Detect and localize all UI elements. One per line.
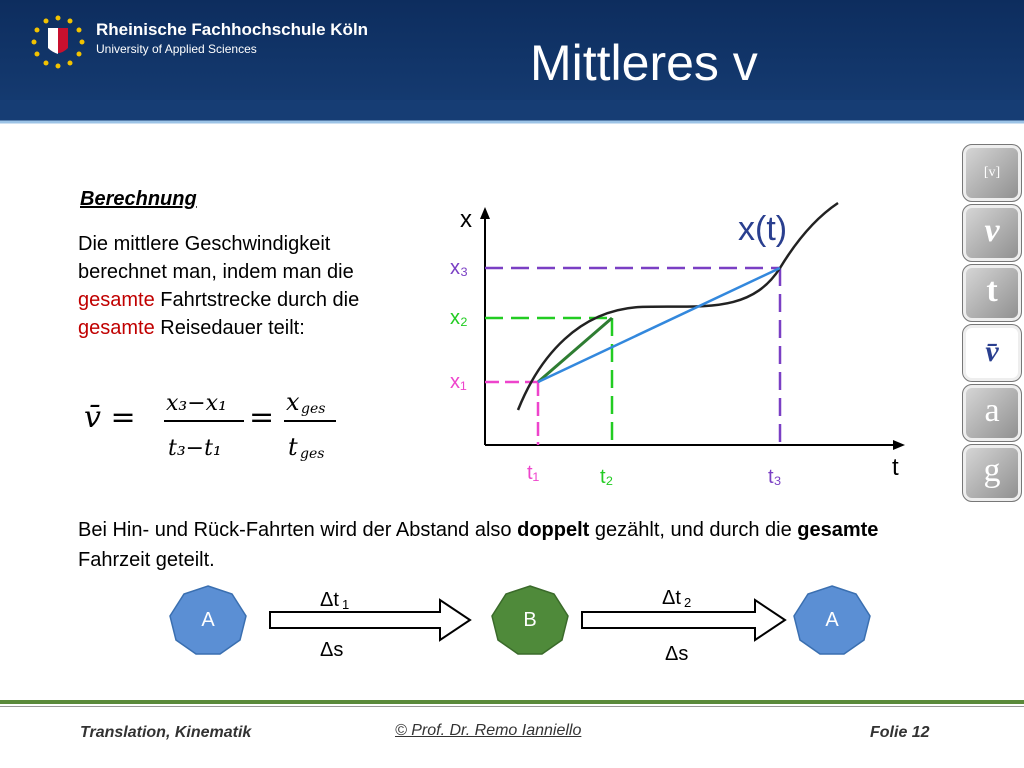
secant-t1-t3 [538,268,780,382]
dt1-label: Δt [320,589,339,611]
formula-denominator-2-sub: ges [300,446,325,462]
para-text-3: Reisedauer teilt: [154,317,305,339]
slide-title: Mittleres v [530,35,758,91]
nav-button-acceleration[interactable] [962,384,1022,442]
para-text-2: Fahrtstrecke durch die [154,289,360,311]
university-logo-icon [28,12,88,72]
footer-topic: Translation, Kinematik [80,724,252,741]
nav-label: v [984,212,1000,249]
average-velocity-formula [84,380,354,470]
formula-numerator-1: x₃−x₁ [166,391,227,416]
x-axis-label: t [892,454,899,481]
x-tick-t2: t₂ [600,466,614,488]
node-b-label: B [523,609,537,631]
nav-button-mean-velocity[interactable] [962,324,1022,382]
para2-bold-1: doppelt [517,519,590,541]
nav-button-gravity[interactable] [962,444,1022,502]
nav-label: t [986,272,998,309]
para-highlight-2: gesamte [78,317,155,339]
side-navigation [960,142,1024,512]
para2-text-3: Fahrzeit geteilt. [78,549,215,571]
round-trip-paragraph [78,515,898,575]
nav-label: g [983,452,1001,489]
nav-button-velocity-bracket[interactable] [962,144,1022,202]
round-trip-diagram [160,580,880,680]
ds1-label: Δs [320,639,344,661]
position-curve [518,203,838,410]
footer-author: © Prof. Dr. Remo Ianniello [395,722,582,739]
nav-button-time[interactable] [962,264,1022,322]
formula-numerator-2-sub: ges [301,401,326,417]
position-time-graph [440,195,920,495]
y-tick-x3: x₃ [450,257,469,279]
y-tick-x1: x₁ [450,371,467,393]
x-tick-t1: t₁ [527,462,540,484]
nav-label: v̄ [985,335,999,368]
para2-text-1: Bei Hin- und Rück-Fahrten wird der Abstand also [78,519,518,541]
node-a-end-label: A [825,609,839,631]
para-highlight-1: gesamte [78,289,155,311]
nav-label: a [984,392,1000,429]
nav-button-velocity[interactable] [962,204,1022,262]
para2-bold-2: gesamte [797,519,879,541]
footer-divider [0,700,1024,704]
dt2-label: Δt [662,587,681,609]
x-tick-t3: t₃ [768,466,782,488]
node-a-start-label: A [201,609,215,631]
header-wave [0,100,1024,150]
formula-lhs: v̄ = [84,400,136,435]
formula-denominator-1: t₃−t₁ [168,436,222,461]
formula-denominator-2: t [288,433,298,461]
nav-label: [v] [983,165,1001,180]
para2-text-2: gezählt, und durch die [589,519,798,541]
para-text-1: Die mittlere Geschwindigkeit berechnet man, indem man die [78,233,354,283]
formula-equals: = [249,400,275,435]
ds2-label: Δs [665,643,689,665]
university-name: Rheinische Fachhochschule Köln [96,20,369,39]
footer-slide-number: Folie 12 [870,724,930,741]
formula-numerator-2: x [286,388,300,416]
dt1-sub: 1 [342,597,350,612]
section-heading: Berechnung [80,188,197,210]
dt2-sub: 2 [684,595,692,610]
curve-label: x(t) [738,210,788,248]
arrow-a-to-b [270,600,470,640]
y-axis-label: x [460,206,472,233]
y-tick-x2: x₂ [450,307,468,329]
footer-divider-thin [0,706,1024,707]
explanation-paragraph [78,230,408,342]
university-subtitle: University of Applied Sciences [96,42,257,56]
secant-t1-t2 [538,318,612,382]
